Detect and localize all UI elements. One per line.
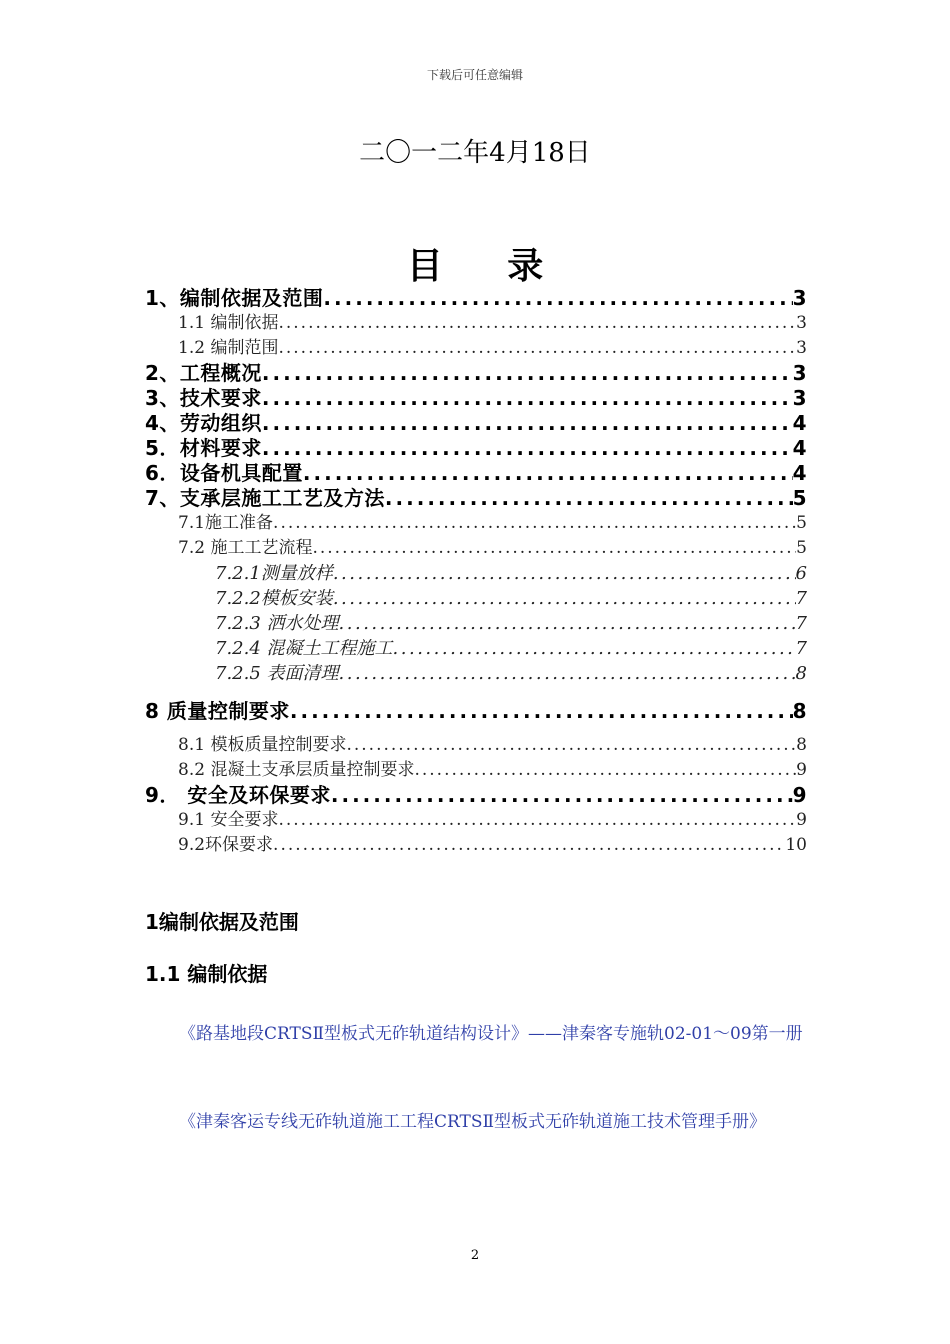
toc-entry-page: 4 [792,411,807,435]
toc-title: 目 录 [406,245,570,287]
toc-leader-dots [273,511,796,536]
toc-entry-title: 1.2 编制范围 [178,338,279,358]
toc-leader-dots [262,361,793,386]
toc-entry-title: 9.2环保要求 [178,835,274,855]
toc-entry[interactable] [145,461,807,486]
toc-leader-dots [323,286,792,311]
toc-leader-dots [312,536,796,561]
toc-entry[interactable] [145,733,807,758]
toc-leader-dots [262,436,793,461]
toc-entry-page: 5 [796,538,807,558]
toc-entry[interactable] [145,699,807,724]
toc-entry-page: 5 [792,486,807,510]
toc-entry-title: 1.1 编制依据 [178,313,279,333]
toc-entry-page: 3 [792,361,807,385]
toc-leader-dots [290,699,793,724]
toc-entry[interactable] [145,286,807,311]
toc-entry[interactable] [145,411,807,436]
toc-entry-page: 8 [795,663,807,684]
toc-leader-dots [278,311,796,336]
toc-entry-title: 9.1 安全要求 [178,810,279,830]
subsection-heading: 1.1 编制依据 [145,962,268,986]
toc-entry-title: 5．材料要求 [145,436,262,460]
toc-entry-page: 8 [792,699,807,723]
toc-entry-title: 7.2.4 混凝土工程施工 [215,638,393,659]
toc-leader-dots [339,661,796,686]
toc-entry-page: 7 [795,638,807,659]
page-number: 2 [470,1248,480,1263]
toc-entry-page: 9 [792,783,807,807]
toc-entry-title: 8.1 模板质量控制要求 [178,735,347,755]
reference-paragraph: 《津秦客运专线无砟轨道施工工程CRTSⅡ型板式无砟轨道施工技术管理手册》 [179,1112,767,1132]
toc-entry[interactable] [145,783,807,808]
toc-entry[interactable] [145,636,807,661]
toc-leader-dots [333,586,796,611]
toc-entry-page: 10 [785,835,807,855]
reference-paragraph: 《路基地段CRTSⅡ型板式无砟轨道结构设计》——津秦客专施轨02-01～09第一册 [179,1024,803,1044]
toc-entry-title: 7.2.2模板安装 [215,588,333,609]
toc-leader-dots [385,486,793,511]
toc-entry[interactable] [145,808,807,833]
toc-entry-page: 3 [792,286,807,310]
toc-entry[interactable] [145,611,807,636]
toc-entry-page: 7 [795,588,807,609]
toc-leader-dots [262,386,793,411]
toc-entry-title: 8.2 混凝土支承层质量控制要求 [178,760,415,780]
toc-entry-page: 7 [795,613,807,634]
toc-entry-title: 8 质量控制要求 [145,699,290,723]
toc-leader-dots [331,783,793,808]
toc-entry-title: 7.2.3 洒水处理 [215,613,339,634]
toc-entry-title: 7.2.1测量放样 [215,563,333,584]
toc-entry-page: 3 [792,386,807,410]
toc-entry-page: 9 [796,760,807,780]
toc-entry-title: 7.2 施工工艺流程 [178,538,313,558]
toc-entry-title: 1、编制依据及范围 [145,286,324,310]
toc-leader-dots [393,636,796,661]
toc-leader-dots [333,561,796,586]
toc-entry[interactable] [145,586,807,611]
toc-entry-title: 3、技术要求 [145,386,262,410]
date-line: 二〇一二年4月18日 [359,138,591,168]
header-note: 下载后可任意编辑 [426,68,523,82]
toc-entry[interactable] [145,536,807,561]
toc-entry-page: 6 [795,563,807,584]
toc-leader-dots [278,808,796,833]
toc-entry[interactable] [145,311,807,336]
toc-entry-page: 4 [792,436,807,460]
section-heading: 1编制依据及范围 [145,910,299,934]
toc-entry-title: 7.1施工准备 [178,513,274,533]
toc-entry-title: 4、劳动组织 [145,411,262,435]
toc-entry-page: 5 [796,513,807,533]
toc-entry-title: 7.2.5 表面清理 [215,663,339,684]
toc-entry[interactable] [145,661,807,686]
toc-leader-dots [273,833,785,858]
toc-entry-page: 9 [796,810,807,830]
toc-leader-dots [262,411,793,436]
toc-leader-dots [346,733,796,758]
toc-entry[interactable] [145,561,807,586]
table-of-contents [145,286,807,858]
toc-entry-title: 7、支承层施工工艺及方法 [145,486,385,510]
toc-entry-page: 3 [796,313,807,333]
toc-entry[interactable] [145,386,807,411]
toc-entry[interactable] [145,436,807,461]
toc-entry[interactable] [145,486,807,511]
toc-leader-dots [278,336,796,361]
toc-entry-title: 6．设备机具配置 [145,461,303,485]
toc-leader-dots [414,758,796,783]
toc-entry-title: 2、工程概况 [145,361,262,385]
toc-leader-dots [339,611,796,636]
toc-entry-page: 4 [792,461,807,485]
toc-leader-dots [303,461,793,486]
toc-entry[interactable] [145,336,807,361]
toc-entry[interactable] [145,361,807,386]
toc-entry[interactable] [145,833,807,858]
toc-entry-page: 3 [796,338,807,358]
toc-entry[interactable] [145,758,807,783]
toc-entry-title: 9． 安全及环保要求 [145,783,331,807]
toc-entry[interactable] [145,511,807,536]
toc-entry-page: 8 [796,735,807,755]
